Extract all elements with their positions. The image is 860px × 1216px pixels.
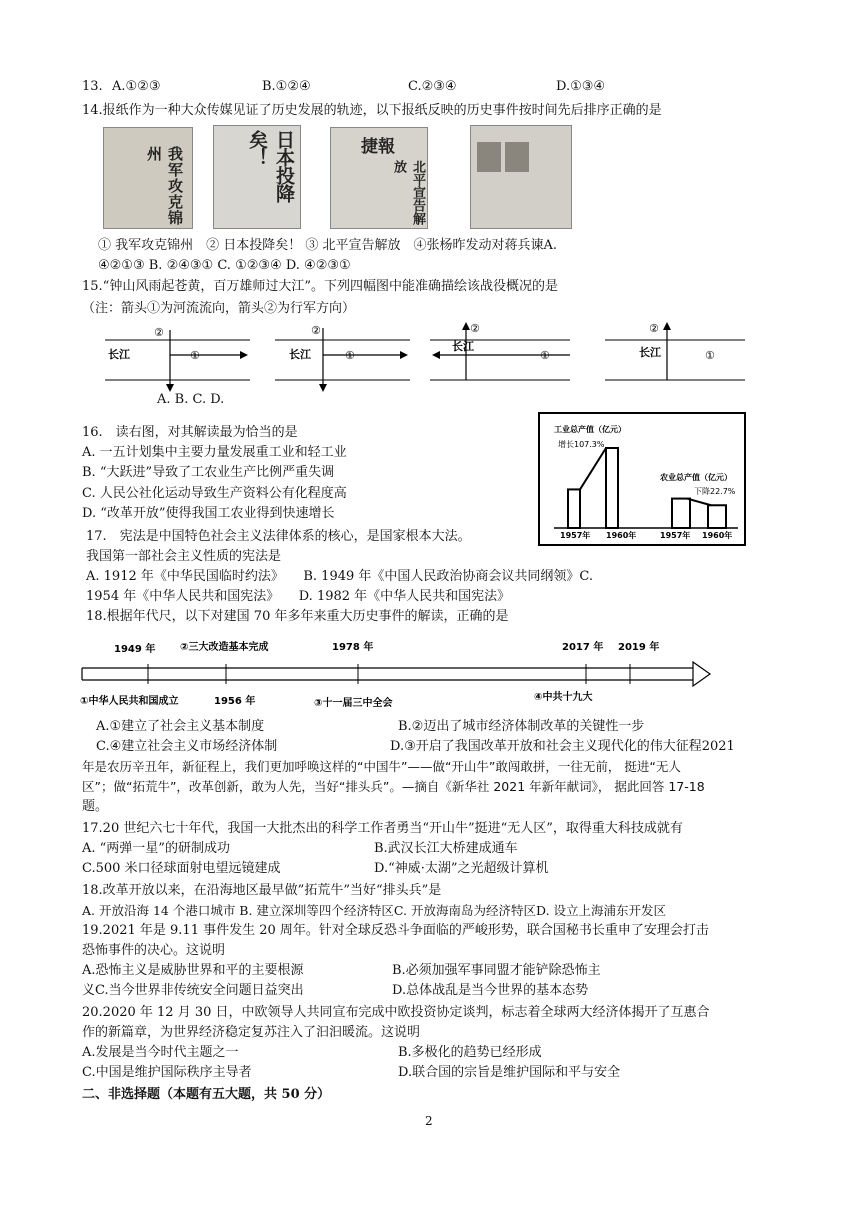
event-3-label: ③十一届三中全会: [314, 698, 393, 709]
timeline: [78, 634, 718, 714]
arrow-2-label: ②: [154, 326, 164, 339]
q20-option-b: B.多极化的趋势已经形成: [398, 1045, 542, 1060]
photo-masthead: 捷報: [361, 137, 395, 157]
portrait-photo: [505, 142, 529, 172]
diagram-c: [430, 322, 570, 380]
arrow-2-label: ②: [649, 322, 659, 335]
industry-x-label-1957: 1957年: [560, 531, 591, 540]
event-4-label: ④中共十九大: [534, 692, 593, 703]
q17b-stem: 17.20 世纪六七十年代，我国一大批杰出的科学工作者勇当“开山牛”挺进“无人区”，取得重大科技成就有: [82, 821, 683, 836]
q15-note: （注：箭头①为河流流向，箭头②为行军方向）: [82, 301, 356, 316]
industry-x-label-1960: 1960年: [606, 531, 637, 540]
newspaper-photo-japan-surrender: [213, 125, 301, 229]
passage-line1: 年是农历辛丑年，新征程上，我们更加呼唤这样的“中国牛”——做“开山牛”敢闯敢拼，一往无前， 挺进“无人: [82, 759, 681, 774]
photo-headline: 北平宣告解放: [391, 160, 425, 225]
passage-line3: 题。: [82, 799, 109, 814]
q19-line1: 19.2021 年是 9.11 事件发生 20 周年。针对全球反恐斗争面临的严峻形势，联合国秘书长重申了安理会打击: [82, 923, 709, 938]
q19-line2: 恐怖事件的决心。这说明: [82, 943, 226, 958]
q18a-option-c: C.④建立社会主义市场经济体制: [96, 739, 278, 754]
arrow-2-label: ②: [311, 324, 321, 337]
q17a-stem-line1: 17. 宪法是中国特色社会主义法律体系的核心，是国家根本大法。: [86, 529, 471, 544]
photo-headline: 日本投降矣！: [246, 130, 295, 202]
q14-stem: 14.报纸作为一种大众传媒见证了历史发展的轨迹，以下报纸反映的历史事件按时间先后排序正确的是: [82, 103, 662, 118]
river-label: 长江: [639, 346, 661, 359]
newspaper-photo-xian-incident: [470, 125, 572, 229]
q13-option-b: B.①②④: [262, 79, 311, 94]
river-label: 长江: [108, 348, 130, 361]
label-1949: 1949 年: [114, 644, 156, 655]
arrow-1-label: ①: [190, 349, 200, 362]
passage-line2: 区”；做“拓荒牛”，改革创新，敢为人先，当好“排头兵”。—摘自《新华社 2021 年新年献词》， 据此回答 17-18: [82, 779, 705, 794]
arrow-1-label: ①: [705, 349, 715, 362]
label-2017: 2017 年: [562, 642, 604, 653]
q16-option-b: B. “大跃进”导致了工农业生产比例严重失调: [82, 465, 335, 480]
q13-number: 13.: [82, 79, 103, 94]
q17b-option-c: C.500 米口径球面射电望远镜建成: [82, 861, 281, 876]
industry-bar-1960: [606, 448, 618, 528]
industry-trend-line: [580, 448, 606, 489]
q18a-option-d: D.③开启了我国改革开放和社会主义现代化的伟大征程2021: [390, 739, 735, 754]
agriculture-bar-1960: [708, 505, 726, 528]
river-label: 长江: [452, 340, 474, 353]
q18a-option-a: A.①建立了社会主义基本制度: [96, 719, 265, 734]
newspaper-photo-beiping: [330, 127, 428, 229]
q13-option-d: D.①③④: [556, 79, 606, 94]
agriculture-x-label-1957: 1957年: [660, 531, 691, 540]
q19-option-c: 义C.当今世界非传统安全问题日益突出: [82, 983, 304, 998]
q18a-option-b: B.②迈出了城市经济体制改革的关键性一步: [398, 719, 645, 734]
q17a-options-line2: 1954 年《中华人民共和国宪法》 D. 1982 年《中华人民共和国宪法》: [86, 589, 511, 604]
event-1-label: ①中华人民共和国成立: [80, 696, 179, 707]
arrow-2-label: ②: [470, 322, 480, 335]
timeline-arrowhead: [693, 662, 710, 686]
q15-diagrams: [100, 318, 760, 392]
arrow-1-label: ①: [345, 349, 355, 362]
q18b-stem: 18.改革开放以来，在沿海地区最早做”拓荒牛”当好“排头兵”是: [82, 883, 442, 898]
q14-captions: ① 我军攻克锦州 ② 日本投降矣！ ③ 北平宣告解放 ④张杨昨发动对蒋兵谏A.: [98, 238, 558, 253]
q16-chart: [538, 412, 746, 546]
q16-option-d: D. “改革开放”使得我国工农业得到快速增长: [82, 506, 335, 521]
q18b-options: A. 开放沿海 14 个港口城市 B. 建立深圳等四个经济特区C. 开放海南岛为经济特区D. 设立上海浦东开发区: [82, 903, 667, 918]
q18a-stem: 18.根据年代尺，以下对建国 70 年多年来重大历史事件的解读，正确的是: [86, 609, 509, 624]
label-1978: 1978 年: [332, 642, 374, 653]
agriculture-x-label-1960: 1960年: [702, 531, 733, 540]
q16-option-a: A. 一五计划集中主要力量发展重工业和轻工业: [82, 445, 347, 460]
agriculture-annotation: 下降22.7%: [694, 487, 736, 496]
q19-option-b: B.必须加强军事同盟才能铲除恐怖主: [392, 963, 601, 978]
q20-option-d: D.联合国的宗旨是维护国际和平与安全: [398, 1065, 621, 1080]
q17b-option-d: D.“神威·太湖”之光超级计算机: [374, 861, 549, 876]
section-2-heading: 二、非选择题（本题有五大题，共 50 分）: [82, 1087, 331, 1102]
label-2019: 2019 年: [618, 642, 660, 653]
photo-headline: 我军攻克锦州: [145, 146, 184, 226]
q17b-option-a: A. “两弹一星”的研制成功: [82, 841, 230, 856]
q20-option-c: C.中国是维护国际秩序主导者: [82, 1065, 252, 1080]
q15-options: A. B. C. D.: [157, 392, 225, 407]
portrait-photo: [477, 142, 501, 172]
agriculture-chart-title: 农业总产值（亿元）: [660, 473, 732, 482]
label-1956: 1956 年: [214, 696, 256, 707]
q19-option-a: A.恐怖主义是威胁世界和平的主要根源: [82, 963, 304, 978]
diagram-a: [105, 326, 250, 392]
q19-option-d: D.总体战乱是当今世界的基本态势: [392, 983, 589, 998]
diagram-b: [275, 324, 410, 392]
industry-bar-1957: [568, 489, 580, 528]
diagram-d: [605, 322, 745, 380]
q16-option-c: C. 人民公社化运动导致生产资料公有化程度高: [82, 486, 347, 501]
q15-stem: 15.“钟山风雨起苍黄，百万雄师过大江”。下列四幅图中能准确描绘该战役概况的是: [82, 279, 558, 294]
q20-line1: 20.2020 年 12 月 30 日，中欧领导人共同宣布完成中欧投资协定谈判，标志着全球两大经济体揭开了互惠合: [82, 1005, 710, 1020]
industry-annotation: 增长107.3%: [558, 440, 605, 449]
arrow-1-label: ①: [540, 349, 550, 362]
q13-option-a: A.①②③: [112, 79, 161, 94]
q20-option-a: A.发展是当今时代主题之一: [82, 1045, 239, 1060]
q17a-options-line1: A. 1912 年《中华民国临时约法》 B. 1949 年《中国人民政治协商会议共同纲领》C.: [86, 569, 594, 584]
q16-stem: 16. 读右图，对其解读最为恰当的是: [82, 425, 298, 440]
river-label: 长江: [289, 348, 311, 361]
q17b-option-b: B.武汉长江大桥建成通车: [374, 841, 518, 856]
q14-options: ④②①③ B. ②④③① C. ①②③④ D. ④②③①: [98, 258, 351, 273]
newspaper-photo-jinzhou: [103, 127, 193, 229]
page-number: 2: [425, 1114, 433, 1128]
q20-line2: 作的新篇章，为世界经济稳定复苏注入了汩汩暖流。这说明: [82, 1025, 421, 1040]
event-2-label: ②三大改造基本完成: [180, 642, 269, 653]
q13-option-c: C.②③④: [408, 79, 457, 94]
q17a-stem-line2: 我国第一部社会主义性质的宪法是: [86, 549, 282, 564]
industry-chart-title: 工业总产值（亿元）: [554, 425, 626, 434]
agriculture-bar-1957: [672, 499, 690, 528]
